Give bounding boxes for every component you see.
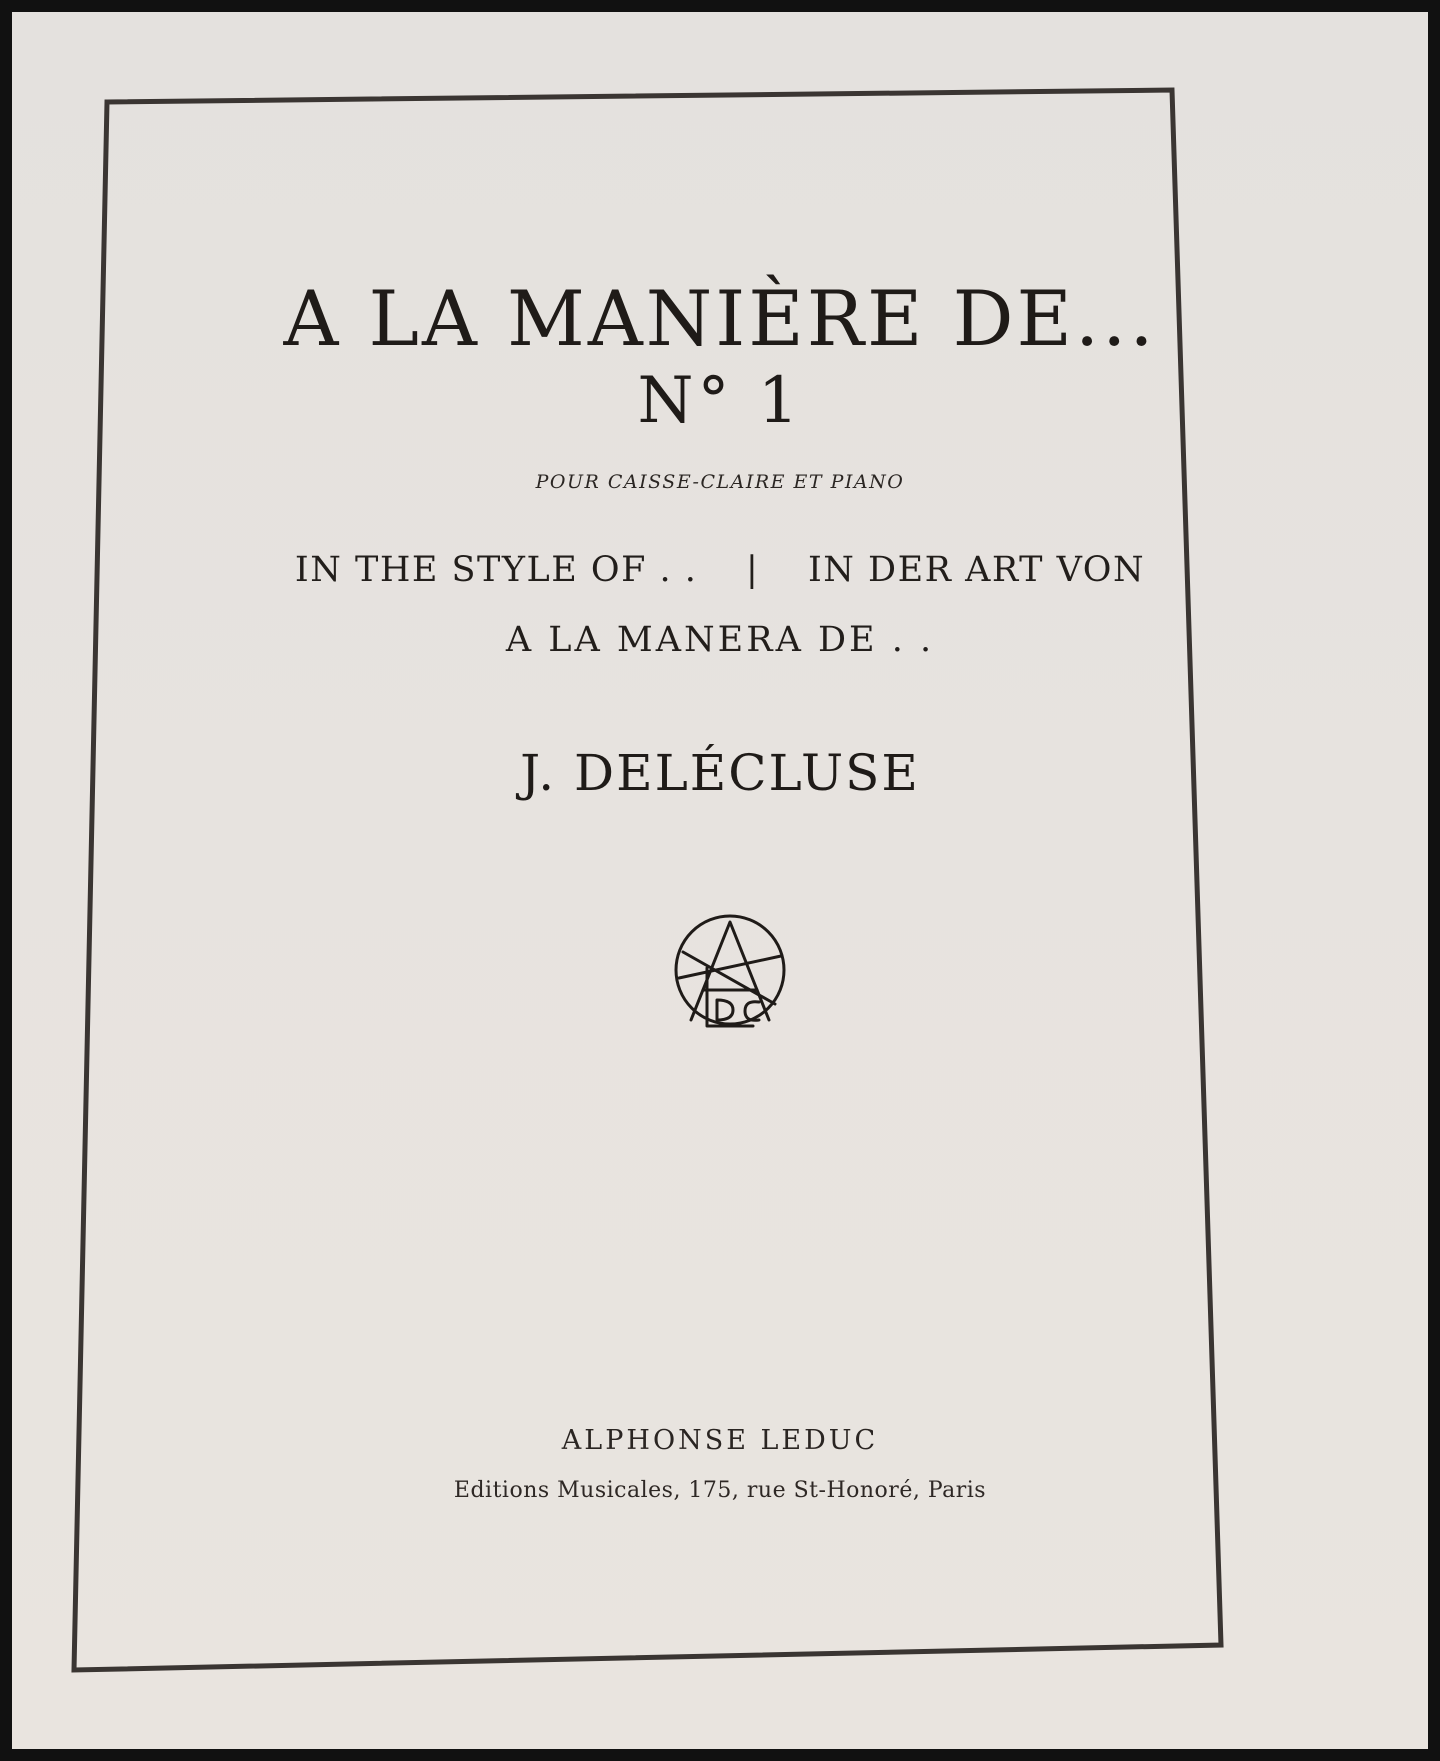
translation-separator: | [746,550,760,590]
alphonse-leduc-monogram-icon [669,908,791,1038]
translation-english: IN THE STYLE OF . . [294,550,698,590]
translation-german: IN DER ART VON [807,550,1146,590]
instrumentation-subtitle: POUR CAISSE-CLAIRE ET PIANO [535,471,905,493]
translation-spanish: A LA MANERA DE . . [505,620,935,660]
publisher-name: ALPHONSE LEDUC [561,1425,879,1456]
work-number: N° 1 [637,364,803,438]
title-translations [12,550,1428,590]
composer-name: J. DELÉCLUSE [520,744,920,802]
work-title: A LA MANIÈRE DE... [283,274,1157,363]
publisher-address: Editions Musicales, 175, rue St-Honoré, Paris [453,1478,987,1503]
